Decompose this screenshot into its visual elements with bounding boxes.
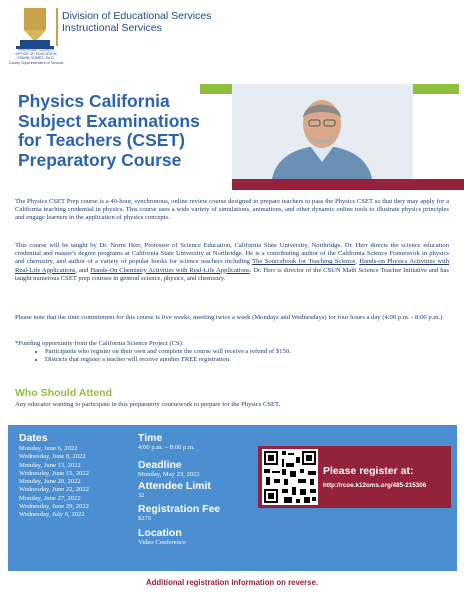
maroon-accent-bar: [232, 179, 464, 190]
attendee-limit-heading: Attendee Limit: [138, 480, 211, 492]
location-heading: Location: [138, 527, 182, 539]
qr-code-icon[interactable]: [262, 449, 318, 505]
deadline-heading: Deadline: [138, 459, 182, 471]
date-item: Wednesday, July 6, 2022: [19, 511, 85, 519]
attendee-limit-value: 32: [138, 492, 145, 499]
instructor-photo: [232, 84, 413, 179]
paragraph-time-commitment: Please note that the time commitment for this course is five weeks, meeting twice a week (Mondays and Wednesdays) for four hours a day (4:00 p.m. - 8:00 p.m.).: [15, 314, 444, 321]
registration-fee-value: $275: [138, 515, 152, 522]
page-title: Physics California Subject Examinations for Teachers (CSET) Preparatory Course: [18, 91, 200, 170]
deadline-section: [138, 459, 200, 479]
registration-fee-heading: Registration Fee: [138, 503, 221, 515]
funding-list: [15, 348, 449, 364]
book-title-sourcebook: The Sourcebook for Teaching Science: [252, 258, 356, 266]
location-section: [138, 527, 186, 547]
bio-text: This course will be taught by Dr. Norm Herr, Professor of Science Education, California State University, Northridge. Dr. Herr directs the science education credential and master's degree programs at California State University at Northridge. He is a contributing author of the California Science Framework in physics and chemistry, and author of a variety of popular books for science teachers including: [15, 242, 449, 266]
instructor-bio: [15, 242, 449, 283]
bio-text-end: . Dr. Herr is director of the CSUN Math Science Teacher Initiative and has taught numerous CSET prep courses in general science, physics, and chemistry.: [15, 266, 449, 282]
bio-separator: ,: [355, 258, 360, 266]
header-divider: [56, 8, 58, 46]
date-item: Monday, June 20, 2022: [19, 478, 81, 486]
location-value: Video Conference: [138, 539, 186, 546]
time-heading: Time: [138, 432, 163, 444]
who-should-attend-text: Any educator wanting to participate in this preparatory coursework to prepare for the Physics CSET.: [15, 401, 281, 408]
who-should-attend-heading: Who Should Attend: [15, 387, 113, 399]
date-item: Monday, June 27, 2022: [19, 494, 81, 502]
logo-caption-line: RIVERSIDE COUNTY: [18, 48, 54, 52]
footer-note: Additional registration information on reverse.: [146, 578, 318, 587]
attendee-limit-section: [138, 480, 211, 500]
bio-separator: , and: [75, 266, 91, 274]
org-name: [62, 10, 211, 34]
date-item: Wednesday, June 22, 2022: [19, 486, 89, 494]
org-line-division: Division of Educational Services: [62, 10, 212, 22]
org-line-services: Instructional Services: [62, 22, 162, 34]
registration-fee-section: [138, 503, 220, 523]
book-title-physics-activities: Hands-on Physics Activities with Real-Life Applications: [15, 258, 450, 274]
paragraph-instructor: [15, 242, 449, 283]
deadline-value: Monday, May 23, 2022: [138, 471, 200, 478]
funding-item: • Participants who register on their own and complete the course will receive a refund of $150.: [45, 348, 449, 356]
book-title-chemistry-activities: Hands-On Chemistry Activities with Real-Life Applications: [90, 266, 250, 274]
dates-section: [19, 432, 89, 520]
dates-heading: Dates: [19, 432, 48, 444]
course-description: [15, 198, 449, 223]
funding-block: [15, 340, 449, 365]
logo-caption-line: County Superintendent of Schools: [8, 60, 64, 65]
register-heading: Please register at:: [323, 465, 414, 477]
paragraph-overview: The Physics CSET Prep course is a 40-hour, synchronous, online review course designed to prepare teachers to pass the Physics CSET so that they may apply for a California teaching credential in physics. This course uses a wide variety of simulations, animations, and other dynamic online tools to illustrate physics principles and engage learners in the application of physics concepts.: [15, 198, 449, 222]
logo-caption: [8, 48, 64, 65]
funding-intro: *Funding opportunity from the California Science Project (CS):: [15, 340, 184, 347]
time-value: 4:00 p.m. – 8:00 p.m.: [138, 444, 195, 451]
date-item: Wednesday, June 29, 2022: [19, 503, 89, 511]
date-item: Monday, June 6, 2022: [19, 445, 78, 452]
date-item: Wednesday, June 8, 2022: [19, 453, 86, 461]
date-item: Wednesday, June 15, 2022: [19, 469, 89, 477]
funding-item: • Districts that register a teacher will receive another FREE registration.: [45, 356, 449, 364]
date-item: Monday, June 13, 2022: [19, 461, 81, 469]
logo-caption-line: EDWIN GOMEZ, Ed.D.: [17, 56, 55, 61]
logo-caption-line: OFFICE OF EDUCATION: [15, 52, 57, 57]
time-section: [138, 432, 195, 452]
register-link[interactable]: http://rcoe.k12oms.org/485-215306: [323, 482, 427, 489]
time-commitment: [15, 314, 449, 322]
